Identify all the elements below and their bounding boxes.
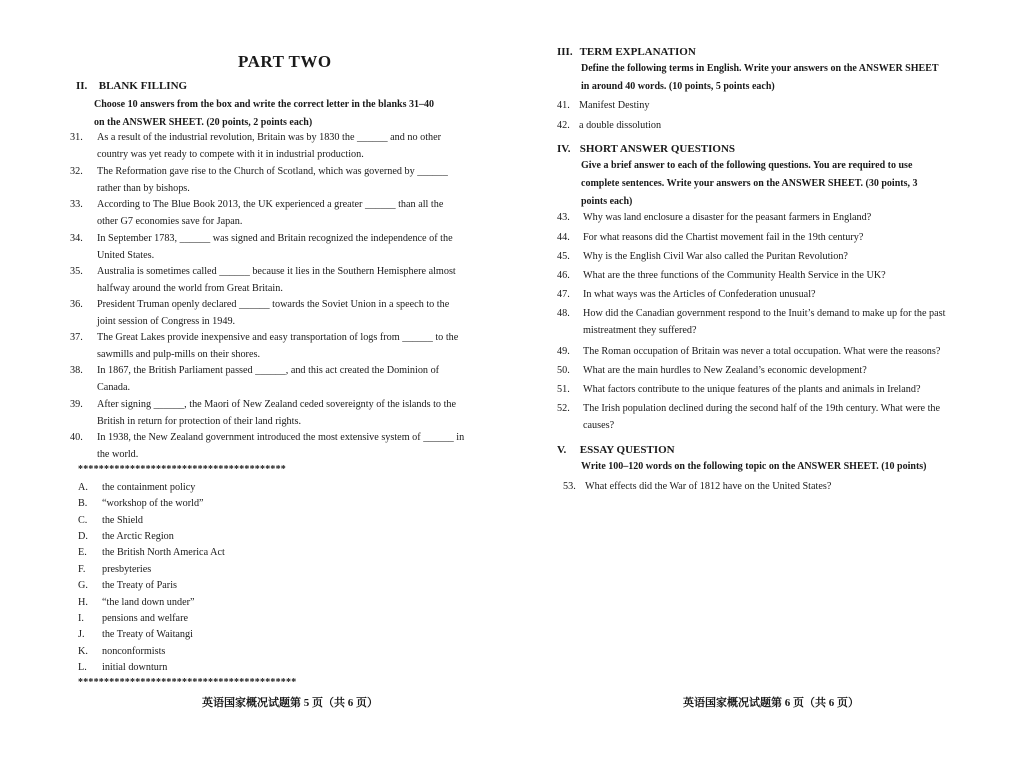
option-i — [78, 611, 188, 627]
question-50 — [557, 362, 982, 379]
question-number: 50. — [557, 365, 570, 376]
option-letter: F. — [78, 564, 86, 575]
question-text-cont: Canada. — [97, 382, 131, 393]
question-text: What factors contribute to the unique features of the plants and animals in Ireland? — [583, 384, 921, 395]
page-footer: 英语国家概况试题第 5 页（共 6 页） — [202, 697, 378, 709]
option-letter: K. — [78, 646, 88, 657]
question-51 — [557, 381, 982, 398]
question-text-cont: other G7 economies save for Japan. — [97, 216, 243, 227]
option-text: the Shield — [102, 515, 144, 526]
section-v-heading — [557, 444, 675, 456]
question-43 — [557, 209, 977, 226]
question-44 — [557, 229, 977, 246]
question-text: The Reformation gave rise to the Church of Scotland, which was governed by ______ — [97, 166, 448, 177]
question-40 — [70, 429, 500, 463]
question-52 — [557, 400, 982, 434]
option-text: presbyteries — [102, 564, 152, 575]
option-letter: B. — [78, 498, 88, 509]
question-number: 42. — [557, 120, 570, 131]
option-c — [78, 513, 143, 529]
instruction-line: Write 100–120 words on the following topic on the ANSWER SHEET. (10 points) — [581, 461, 927, 472]
option-text: the British North America Act — [102, 547, 225, 558]
question-48 — [557, 305, 982, 339]
question-number: 48. — [557, 308, 570, 319]
question-text-cont: sawmills and pulp-mills on their shores. — [97, 349, 260, 360]
question-text: In September 1783, ______ was signed and Britain recognized the independence of the — [97, 233, 453, 244]
question-number: 45. — [557, 251, 570, 262]
option-text: initial downturn — [102, 662, 168, 673]
option-letter: D. — [78, 531, 88, 542]
question-text: How did the Canadian government respond to the Inuit’s demand to make up for the past — [583, 308, 946, 319]
section-title: BLANK FILLING — [98, 80, 188, 92]
part-title: PART TWO — [238, 52, 332, 71]
divider-stars-top: **************************************** — [78, 464, 286, 475]
question-number: 40. — [70, 432, 83, 443]
question-number: 38. — [70, 365, 83, 376]
question-number: 33. — [70, 199, 83, 210]
option-j — [78, 627, 193, 643]
question-text: What are the three functions of the Community Health Service in the UK? — [583, 270, 886, 281]
instruction-line: Give a brief answer to each of the following questions. You are required to use — [581, 160, 913, 171]
section-number: V. — [557, 444, 567, 456]
option-letter: C. — [78, 515, 88, 526]
question-46 — [557, 267, 977, 284]
instruction-line: Define the following terms in English. Write your answers on the ANSWER SHEET — [581, 63, 939, 74]
question-31 — [70, 129, 500, 163]
option-b — [78, 496, 204, 512]
question-number: 51. — [557, 384, 570, 395]
question-text: In what ways was the Articles of Confederation unusual? — [583, 289, 816, 300]
section-v-instructions — [581, 458, 981, 476]
option-text: the Treaty of Paris — [102, 580, 177, 591]
question-number: 53. — [563, 481, 576, 492]
question-36 — [70, 296, 500, 330]
page-footer: 英语国家概况试题第 6 页（共 6 页） — [683, 697, 859, 709]
divider-stars-bottom: ****************************************** — [78, 677, 297, 688]
option-text: the Arctic Region — [102, 531, 174, 542]
option-text: the Treaty of Waitangi — [102, 629, 193, 640]
question-text-cont: United States. — [97, 250, 155, 261]
question-number: 41. — [557, 100, 570, 111]
question-number: 34. — [70, 233, 83, 244]
option-text: the containment policy — [102, 482, 196, 493]
question-text-cont: causes? — [583, 420, 615, 431]
term-text: a double dissolution — [579, 120, 662, 131]
question-35 — [70, 263, 500, 297]
question-text: In 1938, the New Zealand government introduced the most extensive system of ______ in — [97, 432, 465, 443]
instruction-line: in around 40 words. (10 points, 5 points each) — [581, 81, 775, 92]
question-text-cont: joint session of Congress in 1949. — [97, 316, 236, 327]
term-41 — [557, 97, 977, 114]
question-text: The Irish population declined during the second half of the 19th century. What were the — [583, 403, 941, 414]
section-iii-instructions — [581, 60, 981, 96]
option-letter: E. — [78, 547, 87, 558]
question-number: 39. — [70, 399, 83, 410]
option-d — [78, 529, 174, 545]
term-text: Manifest Destiny — [579, 100, 650, 111]
question-number: 52. — [557, 403, 570, 414]
question-number: 35. — [70, 266, 83, 277]
question-number: 31. — [70, 132, 83, 143]
question-text: The Great Lakes provide inexpensive and easy transportation of logs from ______ to the — [97, 332, 459, 343]
section-title: TERM EXPLANATION — [579, 46, 696, 58]
section-iv-heading — [557, 143, 735, 155]
question-number: 32. — [70, 166, 83, 177]
section-title: SHORT ANSWER QUESTIONS — [579, 143, 736, 155]
option-f — [78, 562, 151, 578]
question-39 — [70, 396, 500, 430]
option-letter: J. — [78, 629, 85, 640]
section-number: IV. — [557, 143, 571, 155]
question-number: 47. — [557, 289, 570, 300]
question-34 — [70, 230, 500, 264]
question-text: Why was land enclosure a disaster for the peasant farmers in England? — [583, 212, 872, 223]
option-h — [78, 595, 195, 611]
question-33 — [70, 196, 500, 230]
question-text-cont: rather than by bishops. — [97, 183, 190, 194]
question-number: 44. — [557, 232, 570, 243]
question-text-cont: mistreatment they suffered? — [583, 325, 697, 336]
question-number: 37. — [70, 332, 83, 343]
instruction-line: on the ANSWER SHEET. (20 points, 2 points each) — [94, 117, 313, 128]
section-title: ESSAY QUESTION — [579, 444, 675, 456]
question-text: After signing ______, the Maori of New Zealand ceded sovereignty of the islands to the — [97, 399, 457, 410]
option-letter: L. — [78, 662, 87, 673]
question-text: The Roman occupation of Britain was never a total occupation. What were the reasons? — [583, 346, 941, 357]
question-text: Why is the English Civil War also called the Puritan Revolution? — [583, 251, 848, 262]
section-ii-heading — [76, 80, 187, 92]
question-49 — [557, 343, 982, 360]
question-text-cont: halfway around the world from Great Britain. — [97, 283, 283, 294]
question-text-cont: country was yet ready to compete with it in industrial production. — [97, 149, 364, 160]
instruction-line: points each) — [581, 196, 633, 207]
option-text: “the land down under” — [102, 597, 195, 608]
question-53 — [563, 478, 983, 495]
option-l — [78, 660, 167, 676]
option-text: “workshop of the world” — [102, 498, 204, 509]
question-number: 46. — [557, 270, 570, 281]
option-k — [78, 644, 165, 660]
question-text: For what reasons did the Chartist movement fail in the 19th century? — [583, 232, 864, 243]
option-letter: I. — [78, 613, 84, 624]
option-a — [78, 480, 195, 496]
question-text: As a result of the industrial revolution, Britain was by 1830 the ______ and no other — [97, 132, 442, 143]
question-text: President Truman openly declared ______ towards the Soviet Union in a speech to the — [97, 299, 450, 310]
instruction-line: Choose 10 answers from the box and write the correct letter in the blanks 31–40 — [94, 99, 434, 110]
question-text: Australia is sometimes called ______ because it lies in the Southern Hemisphere almost — [97, 266, 456, 277]
option-letter: A. — [78, 482, 88, 493]
question-45 — [557, 248, 977, 265]
question-text-cont: the world. — [97, 449, 139, 460]
question-47 — [557, 286, 977, 303]
section-number: III. — [557, 46, 573, 58]
section-iv-instructions — [581, 157, 981, 211]
question-text-cont: British in return for protection of their land rights. — [97, 416, 301, 427]
question-text: In 1867, the British Parliament passed ______, and this act created the Dominion of — [97, 365, 440, 376]
question-text: What effects did the War of 1812 have on the United States? — [585, 481, 832, 492]
option-letter: G. — [78, 580, 88, 591]
option-text: nonconformists — [102, 646, 166, 657]
question-text: According to The Blue Book 2013, the UK experienced a greater ______ than all the — [97, 199, 444, 210]
option-g — [78, 578, 177, 594]
term-42 — [557, 117, 977, 134]
question-number: 36. — [70, 299, 83, 310]
question-37 — [70, 329, 500, 363]
question-number: 49. — [557, 346, 570, 357]
section-number: II. — [76, 80, 88, 92]
question-32 — [70, 163, 500, 197]
question-number: 43. — [557, 212, 570, 223]
option-e — [78, 545, 225, 561]
option-letter: H. — [78, 597, 88, 608]
question-text: What are the main hurdles to New Zealand’s economic development? — [583, 365, 867, 376]
section-ii-instructions — [94, 96, 514, 132]
question-38 — [70, 362, 500, 396]
option-text: pensions and welfare — [102, 613, 188, 624]
instruction-line: complete sentences. Write your answers on the ANSWER SHEET. (30 points, 3 — [581, 178, 918, 189]
section-iii-heading — [557, 46, 696, 58]
